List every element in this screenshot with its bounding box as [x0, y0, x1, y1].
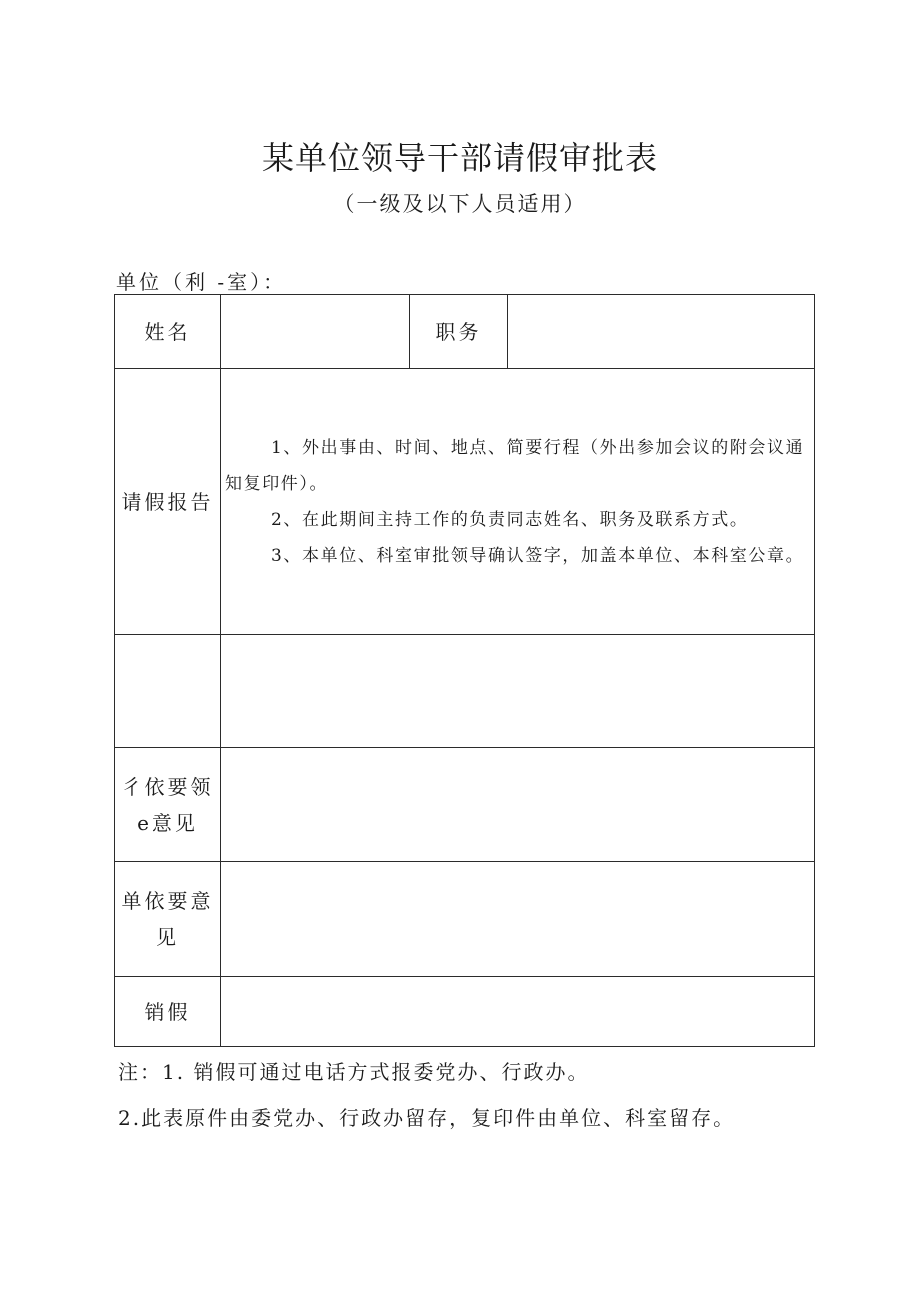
- unit-label: 单位（利 -室）：: [116, 270, 287, 294]
- leave-report-item-2: 2、在此期间主持工作的负责同志姓名、职务及联系方式。: [271, 509, 749, 530]
- unit-opinion-field[interactable]: [221, 862, 815, 977]
- leader-opinion-label: [115, 748, 221, 862]
- leave-report-item-1: 1、外出事由、时间、地点、简要行程（外出参加会议的附会议通知复印件）。: [225, 437, 805, 494]
- notes: [118, 1054, 735, 1146]
- name-position-row: [115, 295, 815, 369]
- leader-opinion-label-line1: 彳依要领: [121, 774, 214, 799]
- unit-opinion-row: [115, 862, 815, 977]
- document-subtitle: （一级及以下人员适用）: [333, 192, 587, 216]
- position-field[interactable]: [508, 295, 815, 369]
- note-line-2: 2.此表原件由委党办、行政办留存，复印件由单位、科室留存。: [118, 1106, 736, 1130]
- note-line-1: 注：1. 销假可通过电话方式报委党办、行政办。: [118, 1060, 590, 1084]
- leave-report-row: [115, 369, 815, 635]
- leader-opinion-label-line2: e意见: [137, 810, 198, 835]
- unit-opinion-label-line1: 单依要意: [121, 889, 214, 913]
- name-field[interactable]: [221, 295, 410, 369]
- cancel-leave-row: [115, 977, 815, 1047]
- name-label: 姓名: [115, 295, 221, 369]
- leader-opinion-field[interactable]: [221, 748, 815, 862]
- position-label: 职务: [410, 295, 508, 369]
- document-title: 某单位领导干部请假审批表: [261, 139, 658, 177]
- unit-opinion-label: [115, 862, 221, 977]
- leave-report-item-3: 3、本单位、科室审批领导确认签字，加盖本单位、本科室公章。: [271, 545, 805, 566]
- unit-opinion-label-line2: 见: [156, 925, 179, 949]
- blank-row: [115, 635, 815, 748]
- leave-report-field[interactable]: [221, 369, 815, 635]
- leave-report-label: 请假报告: [115, 369, 221, 635]
- cancel-leave-field[interactable]: [221, 977, 815, 1047]
- blank-row-field[interactable]: [221, 635, 815, 748]
- cancel-leave-label: 销假: [115, 977, 221, 1047]
- leave-approval-table: [114, 294, 815, 1047]
- blank-row-label: [115, 635, 221, 748]
- leader-opinion-row: [115, 748, 815, 862]
